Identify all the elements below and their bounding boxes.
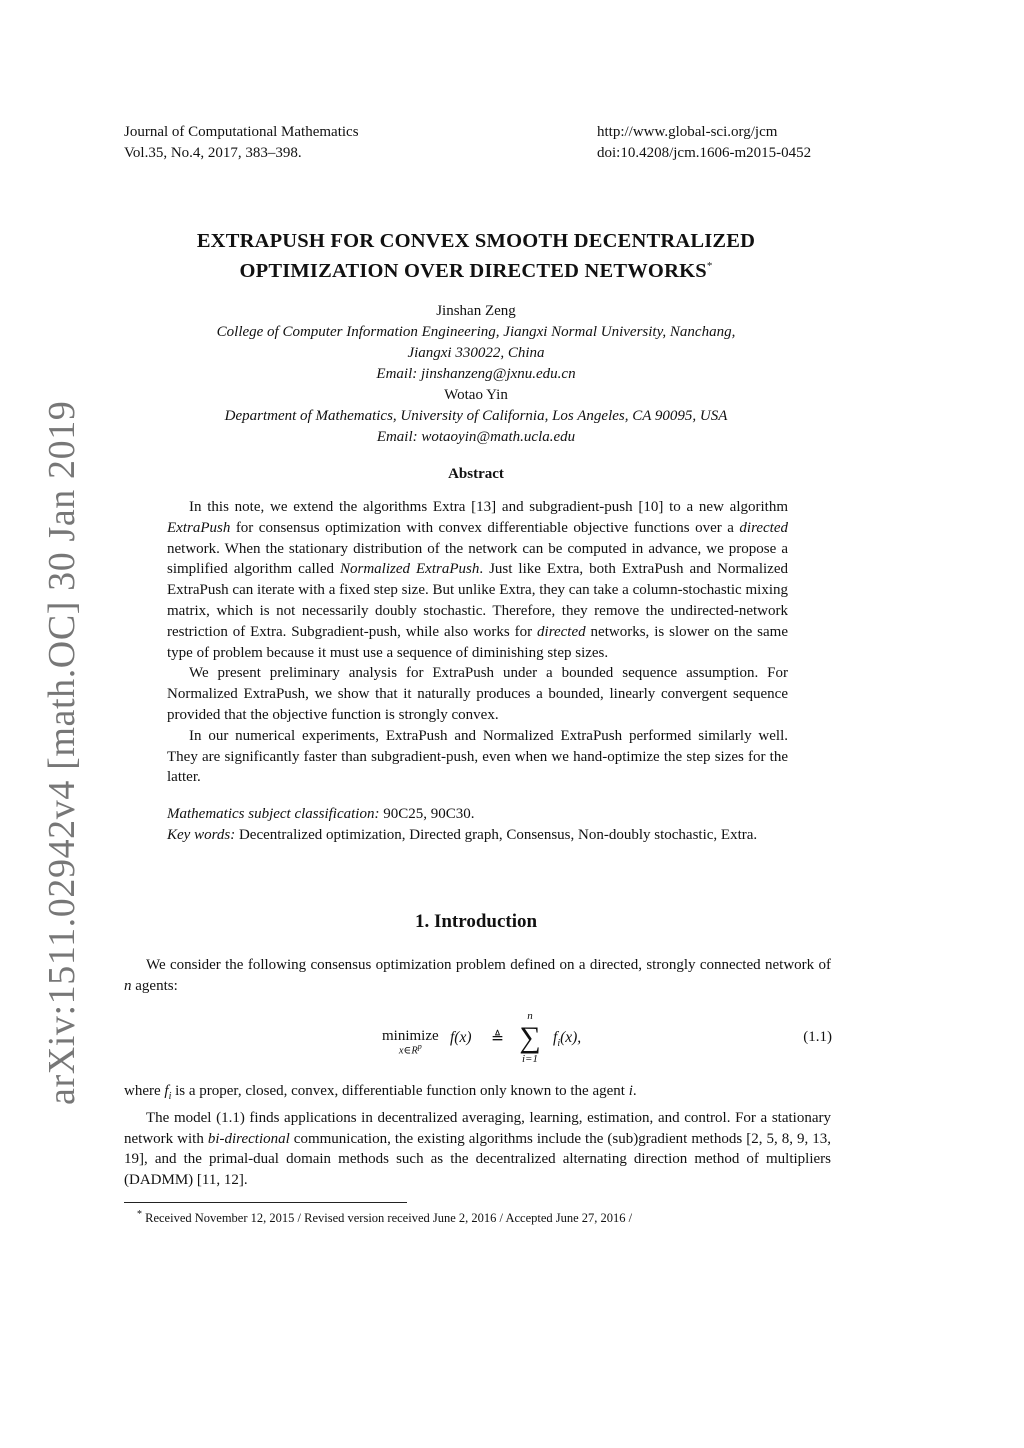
title-footnote-marker: *: [706, 260, 713, 272]
journal-volume: Vol.35, No.4, 2017, 383–398.: [124, 145, 302, 161]
author-email-1: Email: jinshanzeng@jxnu.edu.cn: [376, 366, 576, 382]
footnote: * Received November 12, 2015 / Revised version received June 2, 2016 / Accepted June 27, 2016 /: [137, 1209, 633, 1226]
objective-lhs: f(x): [450, 1029, 472, 1046]
journal-header: [124, 122, 359, 164]
footnote-rule: [124, 1202, 407, 1203]
journal-doi[interactable]: doi:10.4208/jcm.1606-m2015-0452: [597, 145, 812, 161]
intro-paragraph-1: We consider the following consensus optimization problem defined on a directed, strongly connected network of n agents:: [124, 957, 831, 994]
title-line-1: EXTRAPUSH FOR CONVEX SMOOTH DECENTRALIZED: [196, 230, 756, 252]
author-email-2: Email: wotaoyin@math.ucla.edu: [376, 429, 576, 445]
equation-1-1: [120, 1012, 832, 1072]
paper-title: [120, 229, 832, 284]
minimize-operator: minimize $x\in R^p$: [382, 1028, 439, 1057]
journal-name: Journal of Computational Mathematics: [124, 124, 359, 140]
abstract-heading: Abstract: [448, 466, 504, 482]
title-line-2: OPTIMIZATION OVER DIRECTED NETWORKS*: [239, 259, 713, 282]
intro-paragraph-3: The model (1.1) finds applications in decentralized averaging, learning, estimation, and control. For a stationary network with bi-directional communication, the existing algorithms include the (sub)gradient methods [2, 5, 8, 9, 13, 19], and the primal-dual domain methods such as the decentralized alternating direction method of multipliers (DADMM) [11, 12].: [124, 1109, 831, 1189]
objective-rhs: $f_i(x)$,: [553, 1029, 582, 1050]
msc-classification: Mathematics subject classification: 90C25, 90C30.: [167, 806, 475, 823]
abstract-paragraph-3: In our numerical experiments, ExtraPush and Normalized ExtraPush performed similarly well. They are significantly faster than subgradient-push, even when we hand-optimize the step sizes for the latter.: [167, 727, 788, 786]
author-block: [120, 301, 832, 448]
intro-body: [124, 1081, 831, 1191]
journal-url[interactable]: http://www.global-sci.org/jcm: [597, 124, 778, 140]
author-affiliation-1: College of Computer Information Engineering, Jiangxi Normal University, Nanchang,: [216, 324, 736, 340]
intro-paragraph-2: where $f_i$ is a proper, closed, convex, differentiable function only known to the agent i.: [124, 1083, 637, 1102]
key-words: Key words: Decentralized optimization, Directed graph, Consensus, Non-doubly stochastic, Extra.: [167, 826, 758, 843]
author-name-2: Wotao Yin: [444, 387, 508, 403]
author-name-1: Jinshan Zeng: [436, 303, 516, 319]
section-heading-introduction: 1. Introduction: [414, 911, 538, 932]
abstract-paragraph-1: In this note, we extend the algorithms Extra [13] and subgradient-push [10] to a new algorithm ExtraPush for consensus optimization with convex differentiable objective functions over a directed network. When the stationary distribution of the network can be computed in advance, we propose a simplified algorithm called Normalized ExtraPush. Just like Extra, both ExtraPush and Normalized ExtraPush can iterate with a fixed step size. But unlike Extra, they can take a column-stochastic mixing matrix, which is not necessarily doubly stochastic. Therefore, they remove the undirected-network restriction of Extra. Subgradient-push, while also works for directed networks, is slower on the same type of problem because it must use a sequence of diminishing step sizes.: [167, 499, 788, 661]
author-affiliation-2: Department of Mathematics, University of California, Los Angeles, CA 90095, USA: [224, 408, 728, 424]
equation-number: (1.1): [803, 1029, 832, 1045]
defined-as-symbol: ≜: [491, 1030, 504, 1047]
abstract-body: [167, 497, 788, 846]
arxiv-sidebar: arXiv:1511.02942v4 [math.OC] 30 Jan 2019: [41, 400, 83, 1105]
author-affiliation-1-cont: Jiangxi 330022, China: [407, 345, 545, 361]
abstract-paragraph-2: We present preliminary analysis for ExtraPush under a bounded sequence assumption. For Normalized ExtraPush, we show that it naturally produces a bounded, linearly convergent sequence provided that the objective function is strongly convex.: [167, 665, 788, 723]
journal-links: [597, 122, 811, 164]
summation: n ∑ i=1: [519, 1010, 541, 1065]
